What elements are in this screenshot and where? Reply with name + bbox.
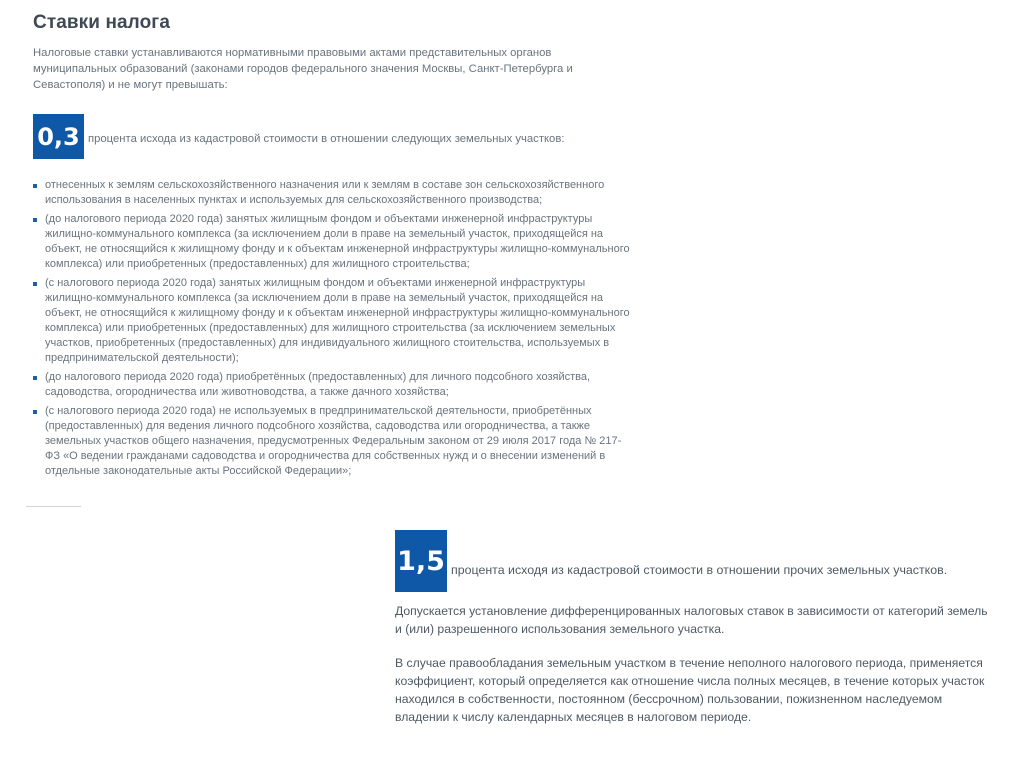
- differentiated-rates-paragraph: Допускается установление дифференцированных налоговых ставок в зависимости от категорий земель и (или) разрешенного использования земельного участка.: [395, 604, 988, 636]
- list-item-text: (с налогового периода 2020 года) не используемых в предпринимательской деятельности, приобретённых (предоставленных) для ведения личного подсобного хозяйства, садоводства или огородничества, а также земельных участков общего назначения, предусмотренных Федеральным законом от 29 июля 2017 года № 217-ФЗ «О ведении гражданами садоводства и огородничества для собственных нужд и о внесении изменений в отдельные законодательные акты Российской Федерации»;: [45, 405, 622, 477]
- coefficient-paragraph: В случае правообладания земельным участком в течение неполного налогового периода, применяется коэффициент, который определяется как отношение числа полных месяцев, в течение которых участок находился в собственности, постоянном (бессрочном) пользовании, пожизненном наследуемом владении к числу календарных месяцев в налоговом периоде.: [395, 656, 985, 724]
- square-bullet-icon: [33, 410, 37, 414]
- list-item-text: (до налогового периода 2020 года) приобретённых (предоставленных) для личного подсобного хозяйства, садоводства, огородничества или животноводства, а также дачного хозяйства;: [45, 371, 591, 398]
- list-item: [33, 212, 633, 272]
- rate-high-caption: процента исходя из кадастровой стоимости в отношении прочих земельных участков.: [451, 563, 948, 577]
- square-bullet-icon: [33, 218, 37, 222]
- list-item: [33, 404, 633, 479]
- list-item: [33, 276, 633, 366]
- list-item: [33, 370, 633, 400]
- list-item: [33, 178, 633, 208]
- rate-low-caption: процента исхода из кадастровой стоимости в отношении следующих земельных участков:: [88, 133, 565, 145]
- page-title: Ставки налога: [33, 12, 170, 33]
- square-bullet-icon: [33, 282, 37, 286]
- intro-paragraph: Налоговые ставки устанавливаются нормативными правовыми актами представительных органов муниципальных образований (законами городов федерального значения Москвы, Санкт-Петербурга и Севастополя) и не могут превышать:: [33, 47, 573, 91]
- list-item-text: (до налогового периода 2020 года) занятых жилищным фондом и объектами инженерной инфраструктуры жилищно-коммунального комплекса (за исключением доли в праве на земельный участок, приходящейся на объект, не относящийся к жилищному фонду и к объектам инженерной инфраструктуры жилищно-коммунального комплекса) или приобретенных (предоставленных) для жилищного строительства;: [45, 213, 630, 270]
- square-bullet-icon: [33, 376, 37, 380]
- rate-badge-low: 0,3: [33, 114, 84, 159]
- land-category-list: [33, 178, 633, 483]
- section-divider: [26, 506, 81, 507]
- list-item-text: (с налогового периода 2020 года) занятых жилищным фондом и объектами инженерной инфраструктуры жилищно-коммунального комплекса (за исключением доли в праве на земельный участок, приходящейся на объект, не относящийся к жилищному фонду и к объектам инженерной инфраструктуры жилищно-коммунального комплекса) или приобретенных (предоставленных) для жилищного строительства (за исключением земельных участков, приобретенных (предоставленных) для индивидуального жилищного стоительства, используемых в предпринимательской деятельности);: [45, 277, 630, 364]
- list-item-text: отнесенных к землям сельскохозяйственного назначения или к землям в составе зон сельскохозяйственного использования в населенных пунктах и используемых для сельскохозяйственного производства;: [45, 179, 605, 206]
- rate-badge-high: 1,5: [395, 530, 447, 592]
- square-bullet-icon: [33, 184, 37, 188]
